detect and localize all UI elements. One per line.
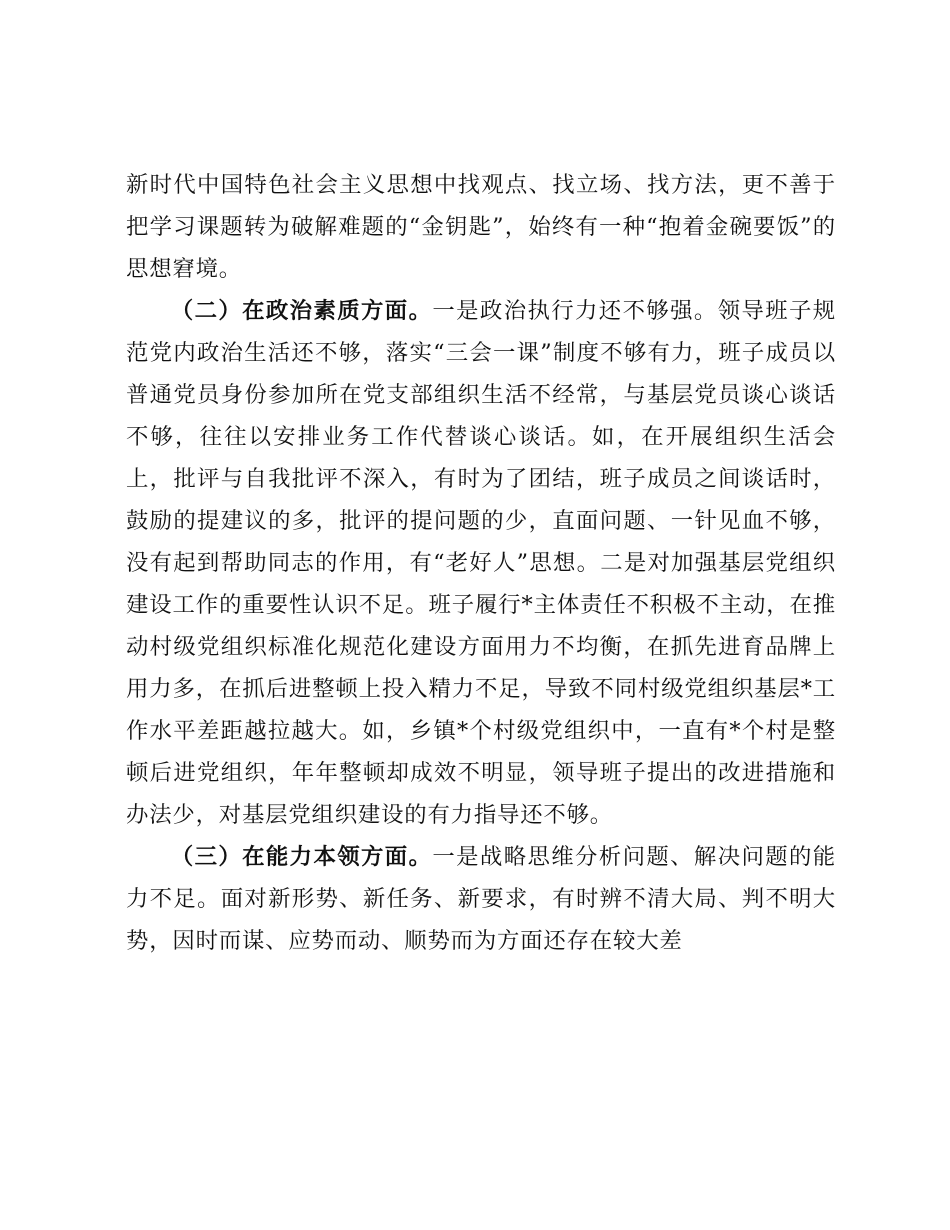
section-heading: （二）在政治素质方面。: [170, 298, 433, 324]
paragraph-political-quality: [126, 290, 836, 836]
section-heading: （三）在能力本领方面。: [170, 844, 433, 870]
body-text: [126, 164, 836, 962]
paragraph-text: 新时代中国特色社会主义思想中找观点、找立场、找方法，更不善于把学习课题转为破解难题的“金钥匙”，始终有一种“抱着金碗要饭”的思想窘境。: [126, 172, 836, 282]
paragraph-ability: [126, 836, 836, 962]
paragraph-text: 一是战略思维分析问题、解决问题的能力不足。面对新形势、新任务、新要求，有时辨不清大局、判不明大势，因时而谋、应势而动、顺势而为方面还存在较大差: [126, 844, 836, 954]
paragraph-text: 一是政治执行力还不够强。领导班子规范党内政治生活还不够，落实“三会一课”制度不够有力，班子成员以普通党员身份参加所在党支部组织生活不经常，与基层党员谈心谈话不够，往往以安排业务工作代替谈心谈话。如，在开展组织生活会上，批评与自我批评不深入，有时为了团结，班子成员之间谈话时，鼓励的提建议的多，批评的提问题的少，直面问题、一针见血不够，没有起到帮助同志的作用，有“老好人”思想。二是对加强基层党组织建设工作的重要性认识不足。班子履行*主体责任不积极不主动，在推动村级党组织标准化规范化建设方面用力不均衡，在抓先进育品牌上用力多，在抓后进整顿上投入精力不足，导致不同村级党组织基层*工作水平差距越拉越大。如，乡镇*个村级党组织中，一直有*个村是整顿后进党组织，年年整顿却成效不明显，领导班子提出的改进措施和办法少，对基层党组织建设的有力指导还不够。: [126, 298, 836, 828]
paragraph-continuation: [126, 164, 836, 290]
